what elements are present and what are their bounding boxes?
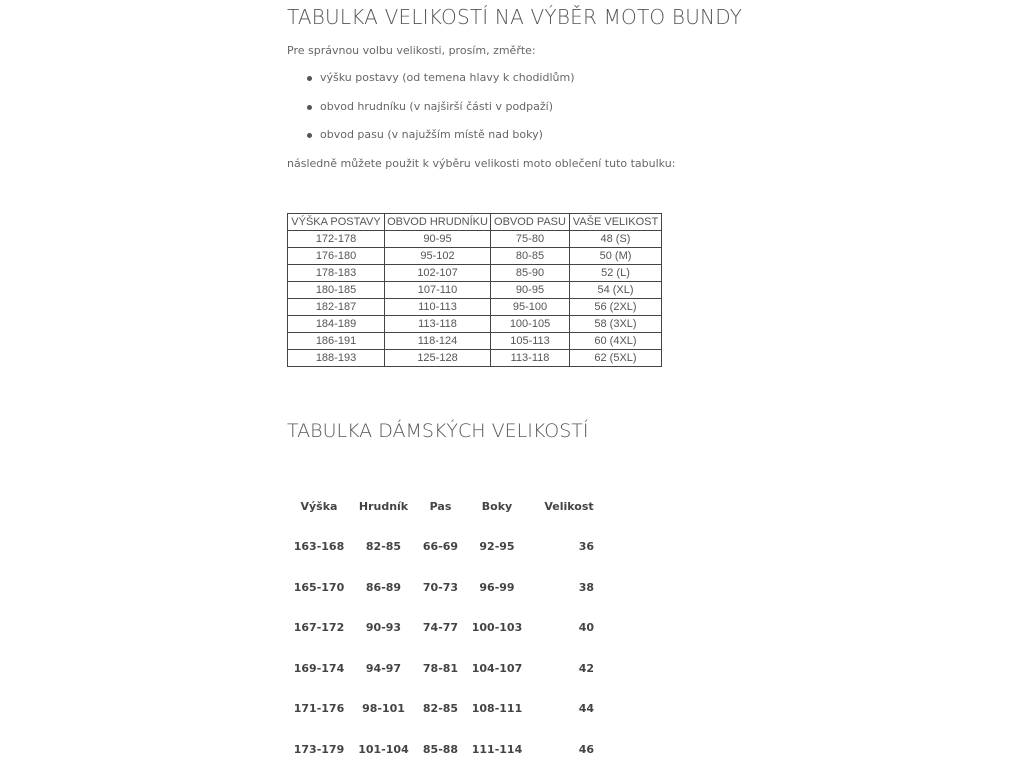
cell-height: 173-179 (293, 742, 345, 756)
table-row (288, 231, 662, 248)
cell-height: 186-191 (288, 333, 385, 350)
cell-waist: 74-77 (422, 621, 459, 635)
men-size-table (287, 213, 662, 367)
table-row (288, 282, 662, 299)
cell-chest: 94-97 (365, 661, 402, 675)
cell-size: 52 (L) (570, 265, 662, 282)
header-height: Výška (300, 499, 338, 513)
cell-chest: 118-124 (385, 333, 491, 350)
cell-chest: 98-101 (362, 702, 405, 716)
header-height: VÝŠKA POSTAVY (288, 214, 385, 231)
table-row (290, 527, 606, 568)
cell-waist: 95-100 (491, 299, 570, 316)
header-size: Velikost (544, 499, 594, 513)
cell-hips: 92-95 (479, 540, 515, 554)
cell-waist: 85-88 (422, 742, 459, 756)
table-row (288, 316, 662, 333)
cell-waist: 80-85 (491, 248, 570, 265)
cell-size: 56 (2XL) (570, 299, 662, 316)
header-chest: OBVOD HRUDNÍKU (385, 214, 491, 231)
cell-hips: 111-114 (471, 742, 523, 756)
cell-waist: 113-118 (491, 350, 570, 367)
cell-waist: 82-85 (422, 702, 459, 716)
cell-chest: 125-128 (385, 350, 491, 367)
women-size-table (290, 486, 606, 770)
intro-text: Pre správnou volbu velikosti, prosím, změřte: (287, 44, 536, 57)
cell-chest: 86-89 (365, 580, 402, 594)
table-row (288, 248, 662, 265)
header-waist: OBVOD PASU (491, 214, 570, 231)
cell-waist: 85-90 (491, 265, 570, 282)
cell-waist: 90-95 (491, 282, 570, 299)
cell-height: 163-168 (293, 540, 345, 554)
cell-size: 46 (578, 742, 594, 756)
cell-size: 58 (3XL) (570, 316, 662, 333)
cell-height: 165-170 (293, 580, 345, 594)
table-row (288, 350, 662, 367)
cell-height: 188-193 (288, 350, 385, 367)
cell-size: 38 (578, 580, 594, 594)
cell-size: 40 (578, 621, 594, 635)
table-row (288, 265, 662, 282)
page-title: TABULKA VELIKOSTÍ NA VÝBĚR MOTO BUNDY (287, 5, 743, 29)
table-row (290, 608, 606, 649)
header-waist: Pas (429, 499, 452, 513)
cell-height: 184-189 (288, 316, 385, 333)
cell-size: 42 (578, 661, 594, 675)
cell-size: 36 (578, 540, 594, 554)
cell-height: 172-178 (288, 231, 385, 248)
header-hips: Boky (481, 499, 513, 513)
cell-hips: 108-111 (471, 702, 523, 716)
cell-hips: 96-99 (479, 580, 515, 594)
outro-text: následně můžete použit k výběru velikosti moto oblečení tuto tabulku: (287, 157, 676, 170)
cell-hips: 100-103 (471, 621, 523, 635)
cell-height: 167-172 (293, 621, 345, 635)
cell-waist: 66-69 (422, 540, 459, 554)
cell-waist: 100-105 (491, 316, 570, 333)
cell-chest: 110-113 (385, 299, 491, 316)
table-row (290, 729, 606, 770)
cell-size: 48 (S) (570, 231, 662, 248)
table-row (288, 333, 662, 350)
cell-height: 182-187 (288, 299, 385, 316)
cell-waist: 70-73 (422, 580, 459, 594)
cell-hips: 104-107 (471, 661, 523, 675)
cell-height: 180-185 (288, 282, 385, 299)
measurement-list (287, 64, 575, 150)
list-item: obvod hrudníku (v najširší části v podpaží) (320, 93, 575, 122)
cell-size: 54 (XL) (570, 282, 662, 299)
table-row (290, 689, 606, 730)
list-item: výšku postavy (od temena hlavy k chodidlům) (320, 64, 575, 93)
cell-size: 62 (5XL) (570, 350, 662, 367)
cell-chest: 107-110 (385, 282, 491, 299)
table-row (288, 299, 662, 316)
cell-height: 178-183 (288, 265, 385, 282)
cell-size: 60 (4XL) (570, 333, 662, 350)
table-row (290, 567, 606, 608)
header-size: VAŠE VELIKOST (570, 214, 662, 231)
cell-height: 176-180 (288, 248, 385, 265)
cell-waist: 105-113 (491, 333, 570, 350)
table-row (290, 648, 606, 689)
cell-waist: 78-81 (422, 661, 459, 675)
cell-chest: 113-118 (385, 316, 491, 333)
cell-chest: 101-104 (358, 742, 409, 756)
cell-chest: 82-85 (365, 540, 402, 554)
table-header-row (290, 486, 606, 527)
list-item: obvod pasu (v najužším místě nad boky) (320, 121, 575, 150)
cell-chest: 102-107 (385, 265, 491, 282)
cell-chest: 90-93 (365, 621, 402, 635)
cell-size: 50 (M) (570, 248, 662, 265)
cell-chest: 95-102 (385, 248, 491, 265)
cell-height: 169-174 (293, 661, 345, 675)
cell-size: 44 (578, 702, 594, 716)
header-chest: Hrudník (358, 499, 409, 513)
cell-waist: 75-80 (491, 231, 570, 248)
table-header-row (288, 214, 662, 231)
cell-height: 171-176 (293, 702, 345, 716)
cell-chest: 90-95 (385, 231, 491, 248)
women-section-title: TABULKA DÁMSKÝCH VELIKOSTÍ (287, 420, 589, 442)
